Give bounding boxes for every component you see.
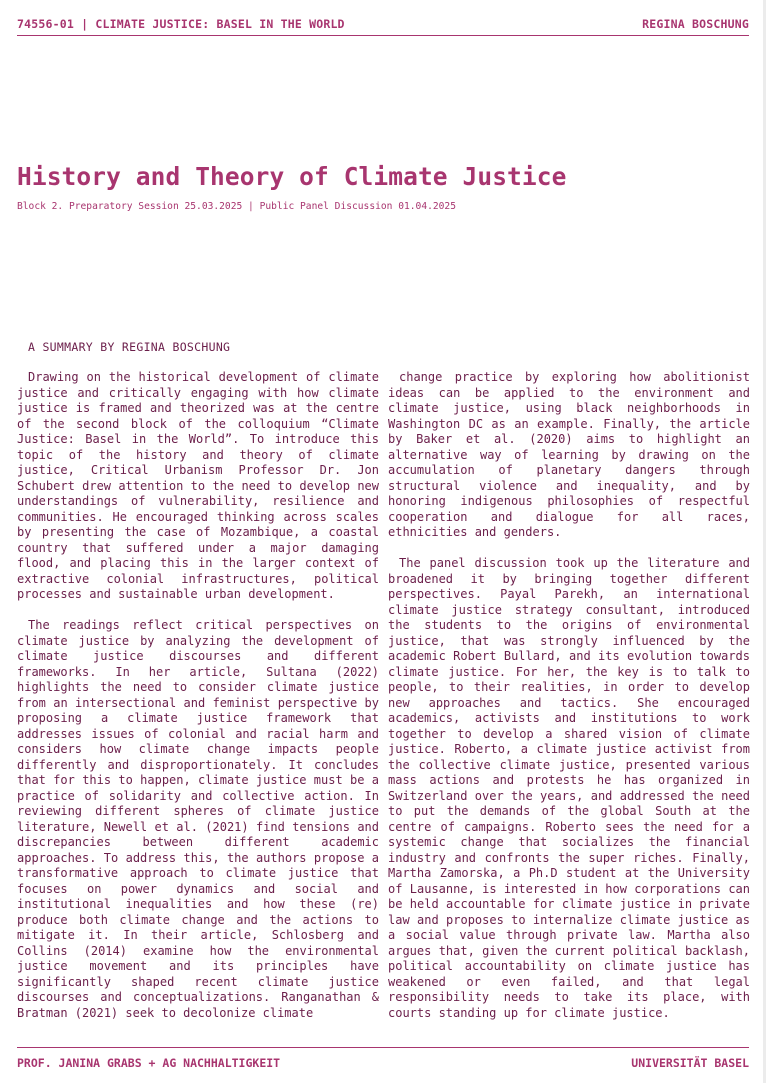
- page-footer: [17, 1047, 749, 1074]
- author-header: REGINA BOSCHUNG: [642, 17, 749, 31]
- paragraph-panel: The panel discussion took up the literature and broadened it by bringing together different perspectives. Payal Parekh, an international climate justice strategy consultant, introduced the students to the origins of environmental justice, that was strongly influenced by the academic Robert Bullard, and its evolution towards climate justice. For her, the key is to talk to people, to their realities, in order to develop new approaches and tactics. She encouraged academics, activists and institutions to work together to develop a shared vision of climate justice. Roberto, a climate justice activist from the collective climate justice, presented various mass actions and protests he has organized in Switzerland over the years, and addressed the need to put the demands of the global South at the centre of campaigns. Roberto sees the need for a systemic change that socializes the financial industry and confronts the super riches. Finally, Martha Zamorska, a Ph.D student at the University of Lausanne, is interested in how corporations can be held accountable for climate justice in private law and proposes to internalize climate justice as a social value through private law. Martha also argues that, given the current political backlash, political accountability on climate justice has weakened or even failed, and that legal responsibility needs to take its place, with courts standing up for climate justice.: [388, 556, 750, 1020]
- paragraph-readings-continued: change practice by exploring how abolitionist ideas can be applied to the environment and climate justice, using black neighborhoods in Washington DC as an example. Finally, the article by Baker et al. (2020) aims to highlight an alternative way of learning by drawing on the accumulation of planetary dangers through structural violence and inequality, and by honoring indigenous philosophies of respectful cooperation and dialogue for all races, ethnicities and genders.: [388, 370, 750, 539]
- footer-university: UNIVERSITÄT BASEL: [631, 1056, 749, 1070]
- document-subtitle: Block 2. Preparatory Session 25.03.2025 | Public Panel Discussion 01.04.2025: [17, 201, 456, 212]
- paragraph-readings: The readings reflect critical perspectives on climate justice by analyzing the development of climate justice discourses and different frameworks. In her article, Sultana (2022) highlights the need to consider climate justice from an intersectional and feminist perspective by proposing a climate justice framework that addresses issues of colonial and racial harm and considers how climate change impacts people differently and disproportionately. It concludes that for this to happen, climate justice must be a practice of solidarity and collective action. In reviewing different spheres of climate justice literature, Newell et al. (2021) find tensions and discrepancies between different academic approaches. To address this, the authors propose a transformative approach to climate justice that focuses on power dynamics and social and institutional inequalities and how these (re) produce both climate change and the actions to mitigate it. In their article, Schlosberg and Collins (2014) examine how the environmental justice movement and its principles have significantly shaped recent climate justice discourses and conceptualizations. Ranganathan & Bratman (2021) seek to decolonize climate: [17, 618, 379, 1020]
- course-header: 74556-01 | CLIMATE JUSTICE: BASEL IN THE WORLD: [17, 17, 345, 31]
- document-title: History and Theory of Climate Justice: [17, 162, 567, 191]
- page-header: [17, 16, 749, 36]
- right-column: [388, 370, 750, 1037]
- footer-organizer: PROF. JANINA GRABS + AG NACHHALTIGKEIT: [17, 1056, 281, 1070]
- paragraph-intro: Drawing on the historical development of climate justice and critically engaging with how climate justice is framed and theorized was at the centre of the second block of the colloquium “Climate Justice: Basel in the World”. To introduce this topic of the history and theory of climate justice, Critical Urbanism Professor Dr. Jon Schubert drew attention to the need to develop new understandings of vulnerability, resilience and communities. He encouraged thinking across scales by presenting the case of Mozambique, a coastal country that suffered under a major damaging flood, and placing this in the larger context of extractive colonial infrastructures, political processes and sustainable urban development.: [17, 370, 379, 601]
- byline: A SUMMARY BY REGINA BOSCHUNG: [28, 340, 231, 354]
- left-column: [17, 370, 379, 1037]
